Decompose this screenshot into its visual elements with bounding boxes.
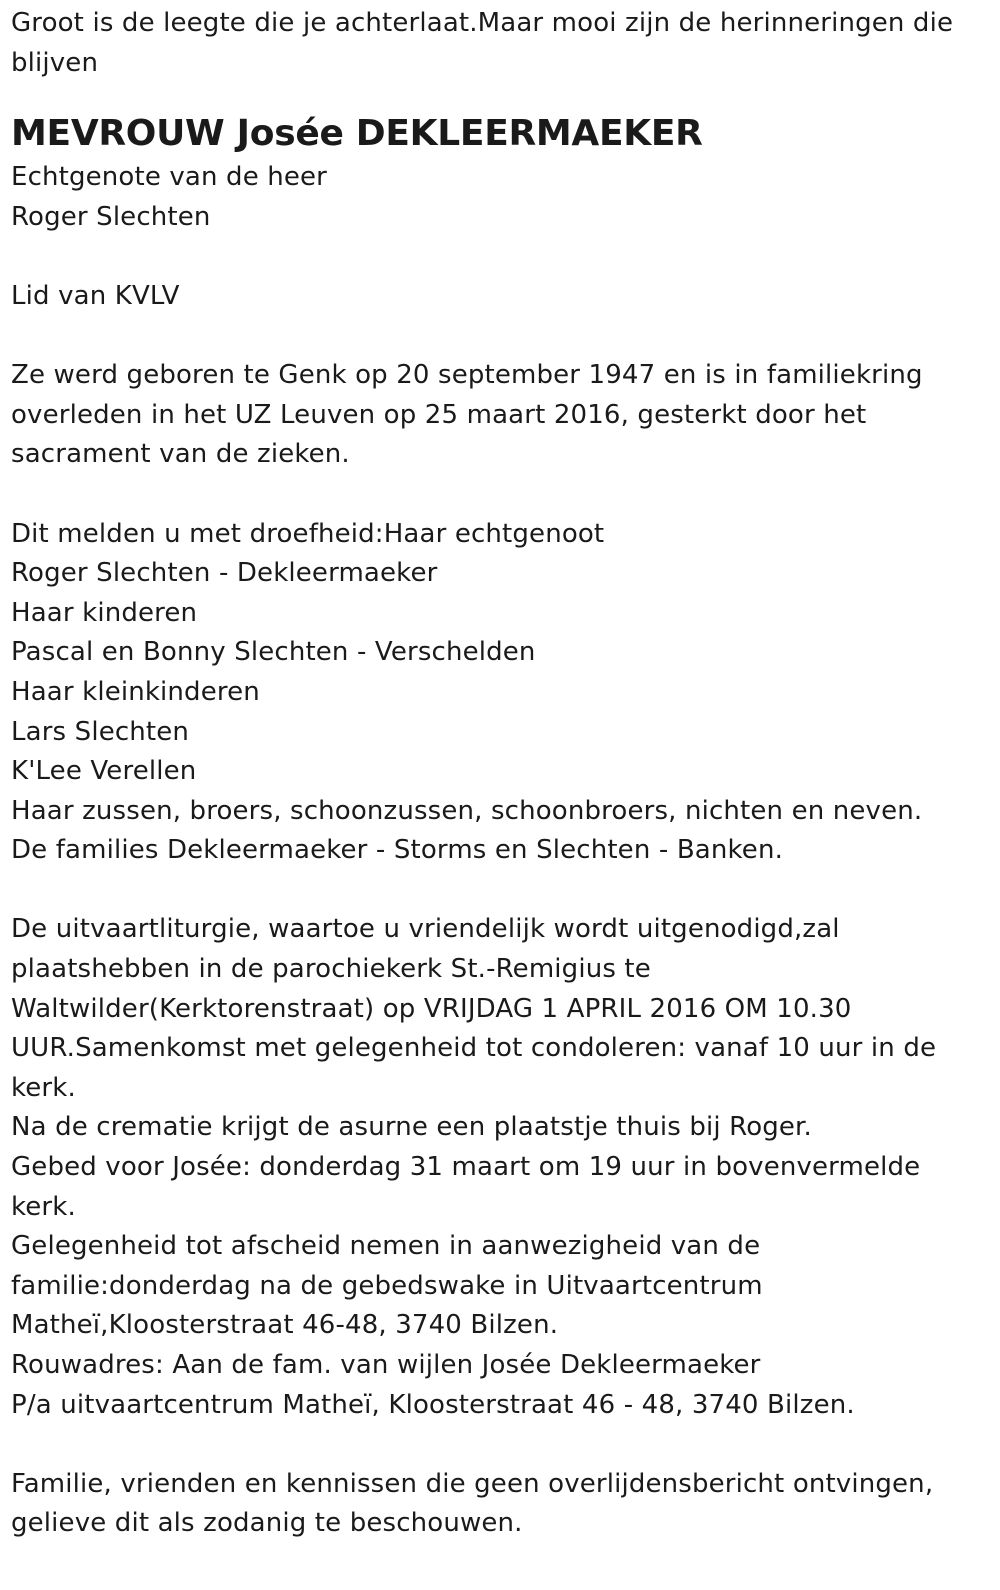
family-line: Pascal en Bonny Slechten - Verschelden: [11, 637, 536, 668]
family-line: Haar zussen, broers, schoonzussen, schoonbroers, nichten en neven.: [11, 795, 923, 826]
family-line: Haar kleinkinderen: [11, 676, 260, 707]
cremation-note: Na de crematie krijgt de asurne een plaatstje thuis bij Roger.: [11, 1112, 812, 1143]
closing-note: Familie, vrienden en kennissen die geen overlijdensbericht ontvingen, gelieve dit als zodanig te beschouwen.: [11, 1468, 942, 1539]
membership-line: Lid van KVLV: [11, 280, 180, 311]
family-line: Roger Slechten - Dekleermaeker: [11, 558, 438, 589]
obituary-document: [11, 0, 986, 1544]
family-line: Haar kinderen: [11, 597, 198, 628]
farewell-note: Gelegenheid tot afscheid nemen in aanwezigheid van de familie:donderdag na de gebedswake in Uitvaartcentrum Matheï,Kloosterstraat 46-48, 3740 Bilzen.: [11, 1231, 772, 1341]
spacer: [11, 237, 986, 277]
family-line: De families Dekleermaeker - Storms en Slechten - Banken.: [11, 835, 783, 866]
family-list: [11, 515, 986, 871]
family-line: Dit melden u met droefheid:Haar echtgenoot: [11, 518, 605, 549]
spacer: [11, 317, 986, 357]
funeral-liturgy: De uitvaartliturgie, waartoe u vriendelijk wordt uitgenodigd,zal plaatshebben in de parochiekerk St.-Remigius te Waltwilder(Kerktorenstraat) op VRIJDAG 1 APRIL 2016 OM 10.30 UUR.Samenkomst met gelegenheid tot condoleren: vanaf 10 uur in de kerk.: [11, 914, 945, 1103]
mourning-address: Rouwadres: Aan de fam. van wijlen Josée Dekleermaeker: [11, 1350, 761, 1380]
intro-quote: Groot is de leegte die je achterlaat.Maar mooi zijn de herinneringen die blijven: [11, 8, 962, 78]
spouse-line-2: Roger Slechten: [11, 201, 211, 232]
funeral-details: [11, 910, 986, 1425]
deceased-name: MEVROUW Josée DEKLEERMAEKER: [11, 113, 703, 155]
prayer-note: Gebed voor Josée: donderdag 31 maart om 19 uur in bovenvermelde kerk.: [11, 1152, 929, 1222]
birth-death-paragraph: Ze werd geboren te Genk op 20 september 1947 en is in familiekring overleden in het UZ Leuven op 25 maart 2016, gesterkt door het sacrament van de zieken.: [11, 360, 932, 470]
spacer: [11, 871, 986, 911]
mourning-address-care-of: P/a uitvaartcentrum Matheï, Kloosterstraat 46 - 48, 3740 Bilzen.: [11, 1389, 855, 1420]
spacer: [11, 475, 986, 515]
spouse-line-1: Echtgenote van de heer: [11, 162, 328, 193]
family-line: Lars Slechten: [11, 716, 190, 747]
family-line: K'Lee Verellen: [11, 756, 197, 787]
spacer: [11, 1425, 986, 1465]
